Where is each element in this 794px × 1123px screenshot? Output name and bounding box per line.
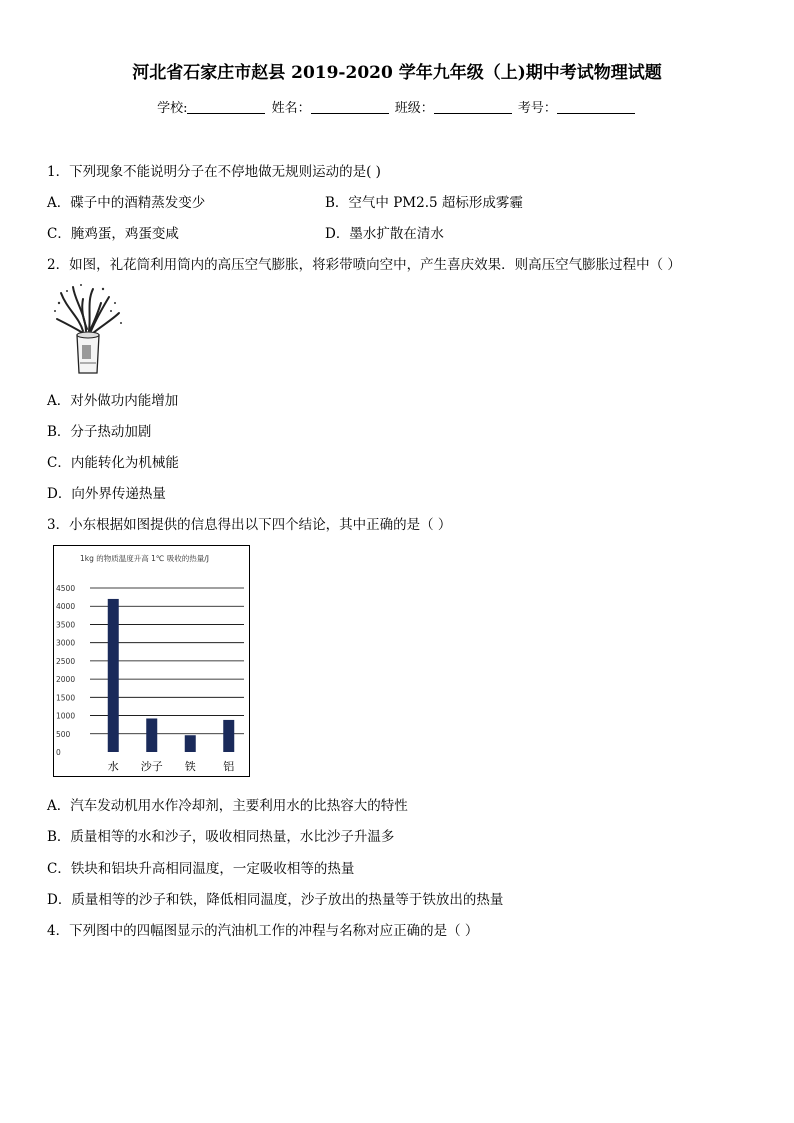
bar-3 (223, 720, 234, 752)
number-blank[interactable] (557, 101, 635, 114)
y-tick-label: 0 (56, 748, 61, 757)
question-3-option-c[interactable]: C．铁块和铝块升高相同温度，一定吸收相等的热量 (47, 861, 355, 877)
question-2-option-c[interactable]: C．内能转化为机械能 (47, 455, 179, 471)
bar-0 (108, 599, 119, 752)
y-tick-label: 3500 (56, 620, 76, 630)
question-2-stem: 2．如图，礼花筒利用筒内的高压空气膨胀，将彩带喷向空中，产生喜庆效果．则高压空气膨胀过程中（ ） (47, 257, 681, 273)
x-tick-label: 铁 (184, 760, 196, 773)
page-title: 河北省石家庄市赵县 2019-2020 学年九年级（上)期中考试物理试题 (132, 63, 662, 83)
school-blank[interactable] (187, 101, 265, 114)
question-1-option-b[interactable]: B．空气中 PM2.5 超标形成雾霾 (325, 195, 523, 211)
number-label: 考号： (517, 101, 557, 116)
chart-title: 1kg 的物质温度升高 1℃ 吸收的热量/J (80, 554, 209, 563)
class-blank[interactable] (434, 101, 512, 114)
y-tick-label: 2500 (56, 656, 76, 666)
y-tick-label: 1000 (56, 711, 76, 721)
question-2-option-d[interactable]: D．向外界传递热量 (47, 486, 166, 502)
y-tick-label: 1500 (56, 693, 76, 703)
question-1-option-d[interactable]: D．墨水扩散在清水 (325, 226, 444, 242)
question-3-option-d[interactable]: D．质量相等的沙子和铁，降低相同温度，沙子放出的热量等于铁放出的热量 (47, 892, 504, 908)
y-tick-label: 4500 (56, 584, 76, 593)
name-blank[interactable] (311, 101, 389, 114)
specific-heat-chart (53, 545, 250, 777)
question-1-option-c[interactable]: C．腌鸡蛋，鸡蛋变咸 (47, 226, 179, 242)
school-label: 学校: (157, 101, 188, 116)
question-3-option-a[interactable]: A．汽车发动机用水作冷却剂，主要利用水的比热容大的特性 (47, 798, 408, 814)
student-info-row (0, 97, 794, 116)
question-1-stem: 1．下列现象不能说明分子在不停地做无规则运动的是( ) (47, 164, 381, 180)
bar-1 (146, 718, 157, 752)
question-4-stem: 4．下列图中的四幅图显示的汽油机工作的冲程与名称对应正确的是（ ） (47, 923, 479, 939)
question-2-option-a[interactable]: A．对外做功内能增加 (47, 393, 179, 409)
x-tick-label: 水 (107, 760, 119, 773)
question-1-option-a[interactable]: A．碟子中的酒精蒸发变少 (47, 195, 206, 211)
y-tick-label: 500 (56, 729, 71, 739)
y-tick-label: 2000 (56, 675, 76, 685)
name-label: 姓名： (271, 101, 311, 116)
y-tick-label: 4000 (56, 602, 76, 612)
party-popper-figure (53, 283, 125, 375)
question-3-option-b[interactable]: B．质量相等的水和沙子，吸收相同热量，水比沙子升温多 (47, 829, 395, 845)
x-tick-label: 铝 (223, 760, 235, 773)
y-tick-label: 3000 (56, 638, 76, 648)
class-label: 班级： (394, 101, 434, 116)
question-2-option-b[interactable]: B．分子热动加剧 (47, 424, 152, 440)
chart-svg (54, 546, 249, 776)
question-3-stem: 3．小东根据如图提供的信息得出以下四个结论，其中正确的是（ ） (47, 517, 452, 533)
x-tick-label: 沙子 (140, 760, 163, 773)
bar-2 (185, 735, 196, 752)
